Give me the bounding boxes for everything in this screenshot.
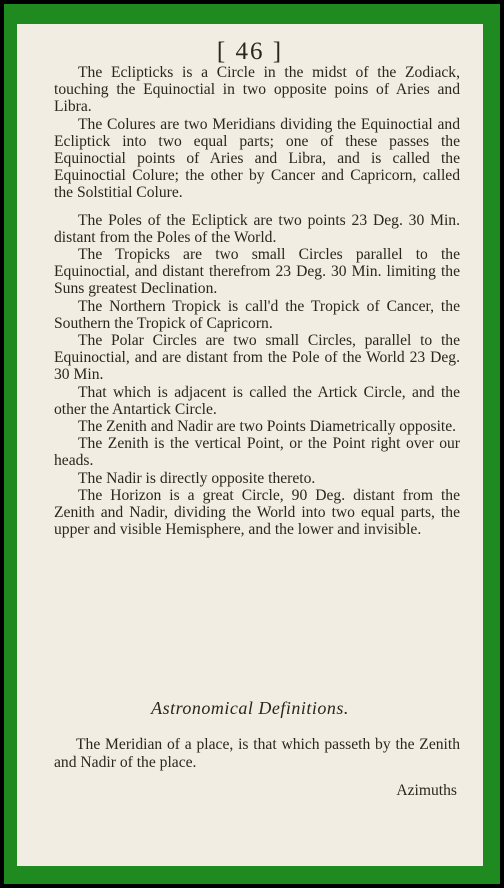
catchword: Azimuths	[396, 782, 457, 799]
paragraph-nadir: The Nadir is directly opposite thereto.	[78, 469, 316, 487]
paragraph-ecliptick: The Eclipticks is a Circle in the midst of the Zodiack, touching the Equinoctial in two opposite poins of Aries and Libra.	[54, 64, 460, 116]
paragraph-zenith: The Zenith is the vertical Point, or the Point right over our heads.	[54, 435, 460, 470]
paragraph-artick-circle: That which is adjacent is called the Artick Circle, and the other the Antartick Circle.	[54, 383, 460, 418]
paragraph-poles-ecliptick: The Poles of the Ecliptick are two points 23 Deg. 30 Min. distant from the Poles of the World.	[54, 211, 460, 246]
paragraph-zenith-nadir: The Zenith and Nadir are two Points Diametrically opposite.	[78, 418, 457, 436]
paragraph-colures: The Colures are two Meridians dividing the Equinoctial and Ecliptick into two equal parts; one of these passes the Equinoctial points of Aries and Libra, and is called the Equinoctial Colure; the other by Cancer and Capricorn, called the Solstitial Colure.	[54, 115, 460, 202]
paragraph-meridian: The Meridian of a place, is that which passeth by the Zenith and Nadir of the place.	[54, 736, 460, 771]
definitions-text	[54, 736, 460, 772]
paragraph-polar-circles: The Polar Circles are two small Circles, parallel to the Equinoctial, and are distant from the Pole of the World 23 Deg. 30 Min.	[54, 332, 460, 384]
book-page	[17, 24, 483, 866]
paragraph-tropicks: The Tropicks are two small Circles parallel to the Equinoctial, and distant therefrom 23 Deg. 30 Min. limiting the Suns greatest Declination.	[54, 246, 460, 298]
paragraph-northern-tropick: The Northern Tropick is call'd the Tropick of Cancer, the Southern the Tropick of Capricorn.	[54, 297, 460, 332]
page-number: [ 46 ]	[216, 38, 284, 65]
body-text	[54, 64, 460, 538]
section-heading: Astronomical Definitions.	[151, 698, 349, 718]
paragraph-horizon: The Horizon is a great Circle, 90 Deg. distant from the Zenith and Nadir, dividing the World into two equal parts, the upper and visible Hemisphere, and the lower and invisible.	[54, 486, 460, 539]
